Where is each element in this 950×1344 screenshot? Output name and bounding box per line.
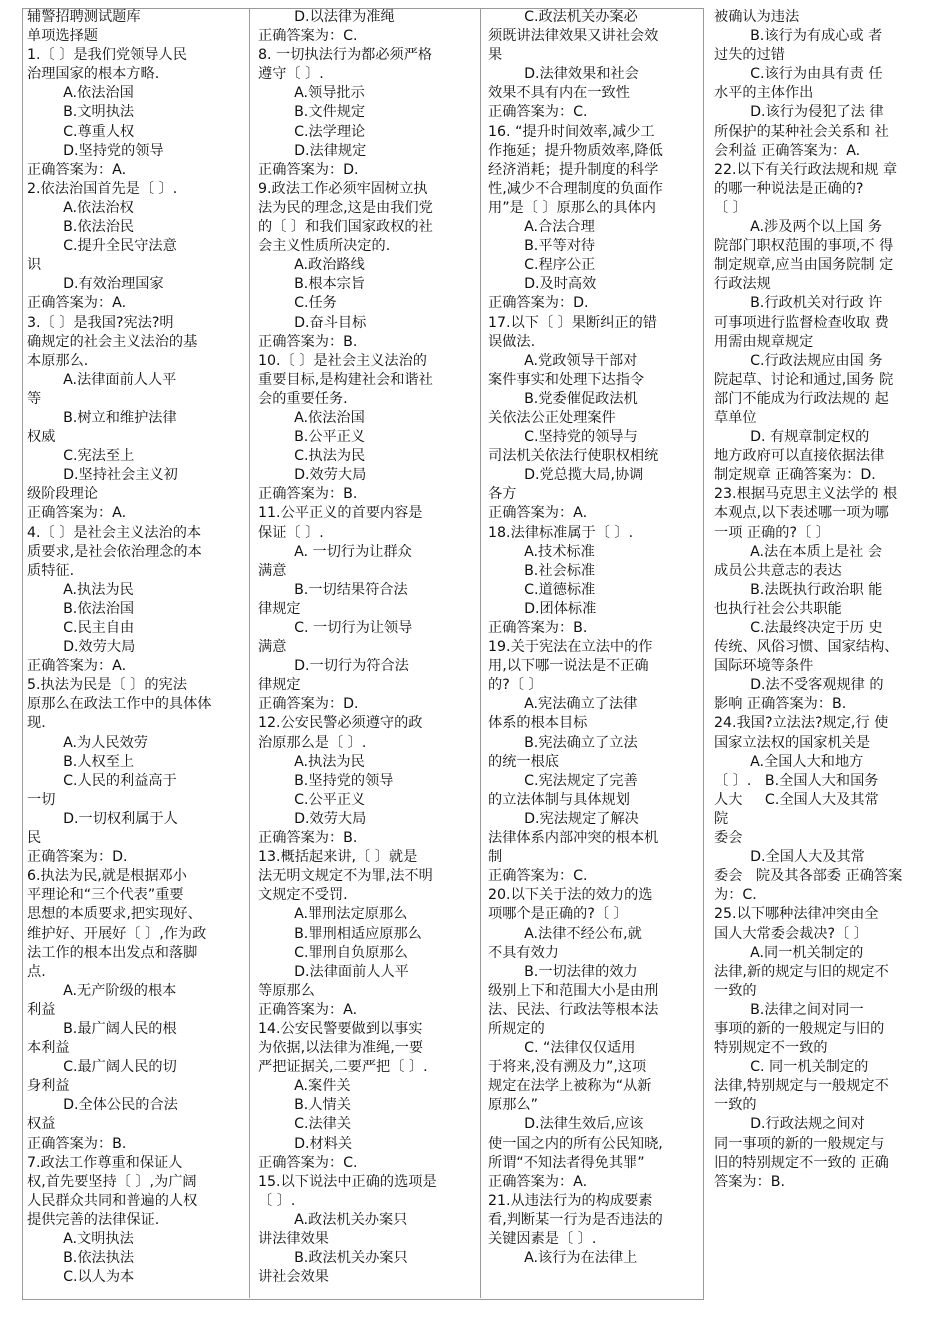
text-line: 点. — [27, 963, 46, 980]
text-line: C.该行为由具有责 任 — [714, 66, 883, 83]
text-line: 果 — [488, 47, 503, 64]
text-line: D.有效治理国家 — [27, 276, 164, 293]
text-line: 国家立法权的国家机关是 — [714, 734, 871, 751]
text-line: A. 一切行为让群众 — [258, 543, 412, 560]
text-line: 本观点,以下表述哪一项为哪 — [714, 505, 889, 522]
text-line: 律规定 — [258, 677, 301, 694]
text-line: 正确答案为：D. — [27, 849, 128, 866]
column-1 — [27, 8, 249, 1287]
text-line: 国际环境等条件 — [714, 658, 814, 675]
text-line: 项哪个是正确的?〔 〕 — [488, 906, 628, 923]
text-line: 身利益 — [27, 1078, 70, 1095]
text-line: 正确答案为：C. — [258, 1154, 358, 1171]
text-line: 的统一根底 — [488, 753, 559, 770]
text-line: C.坚持党的领导与 — [488, 429, 638, 446]
text-line: 6.执法为民,就是根据邓小 — [27, 868, 187, 885]
text-line: B.平等对待 — [488, 238, 596, 255]
text-line: D.及时高效 — [488, 276, 597, 293]
text-line: 一项 正确的?〔 〕 — [714, 524, 830, 541]
text-line: 本原那么. — [27, 352, 89, 369]
text-line: B.宪法确立了立法 — [488, 734, 638, 751]
text-line: C.公平正义 — [258, 791, 366, 808]
text-line: A.法律面前人人平 — [27, 371, 177, 388]
text-line: 所保护的某种社会关系和 社 — [714, 123, 889, 140]
text-line: A.文明执法 — [27, 1231, 134, 1247]
text-line: 治原那么是〔 〕. — [258, 734, 367, 751]
text-line: 16. “提升时间效率,减少工 — [488, 123, 655, 140]
text-line: 用需由规章规定 — [714, 333, 814, 350]
text-line: 满意 — [258, 562, 287, 579]
text-line: 满意 — [258, 639, 287, 656]
text-line: 旧的特别规定不一致的 正确 — [714, 1154, 889, 1171]
text-line: 正确答案为：A. — [27, 161, 127, 178]
text-line: 法无明文规定不为罪,法不明 — [258, 868, 433, 885]
text-line: C.道德标准 — [488, 581, 596, 598]
text-line: 关键因素是〔 〕. — [488, 1231, 597, 1247]
text-line: A.罪刑法定原那么 — [258, 906, 408, 923]
text-line: 被确认为违法 — [714, 9, 800, 25]
text-line: 法律,特别规定与一般规定不 — [714, 1078, 889, 1095]
text-line: 传统、风俗习惯、国家结构、 — [714, 639, 899, 656]
text-line: 规定在法学上被称为“从新 — [488, 1078, 652, 1095]
text-line: C.执法为民 — [258, 448, 366, 465]
text-line: 22.以下有关行政法规和规 章 — [714, 161, 898, 178]
text-line: 7.政法工作尊重和保证人 — [27, 1154, 183, 1171]
text-line: 权益 — [27, 1116, 56, 1133]
text-line: 14.公安民警要做到以事实 — [258, 1020, 423, 1037]
text-line: C.法律关 — [258, 1116, 352, 1133]
text-line: A.法律不经公布,就 — [488, 925, 642, 942]
text-line: C.人民的利益高于 — [27, 772, 177, 789]
text-line: 正确答案为：C. — [488, 104, 588, 121]
text-line: 24.我国?立法法?规定,行 使 — [714, 715, 889, 732]
text-line: 3.〔 〕是我国?宪法?明 — [27, 314, 174, 331]
text-line: 使一国之内的所有公民知晓, — [488, 1135, 663, 1152]
text-line: C.以人为本 — [27, 1269, 135, 1286]
text-line: 制定规章,应当由国务院制 定 — [714, 257, 894, 274]
column-4 — [714, 8, 938, 1192]
text-line: 17.以下〔 〕果断纠正的错 — [488, 314, 657, 331]
text-line: 4.〔 〕是社会主义法治的本 — [27, 524, 202, 541]
text-line: C. 同一机关制定的 — [714, 1059, 869, 1076]
text-line: 体系的根本目标 — [488, 715, 588, 732]
text-line: D.坚持社会主义初 — [27, 467, 178, 484]
text-line: D.法不受客观规律 的 — [714, 677, 884, 694]
text-line: A.执法为民 — [27, 581, 134, 598]
text-line: 原那么” — [488, 1097, 538, 1114]
text-line: 成员公共意志的表达 — [714, 562, 842, 579]
text-line: D.效劳大局 — [27, 639, 136, 656]
text-line: B.一切结果符合法 — [258, 581, 408, 598]
text-line: 治理国家的根本方略. — [27, 66, 160, 83]
text-line: 所谓“不知法者得免其罪” — [488, 1154, 645, 1171]
text-line: B.一切法律的效力 — [488, 963, 638, 980]
text-line: D. 有规章制定权的 — [714, 429, 870, 446]
text-line: 提供完善的法律保证. — [27, 1211, 160, 1228]
text-line: 思想的本质要求,把实现好、 — [27, 906, 202, 923]
text-line: D.全体公民的合法 — [27, 1097, 178, 1114]
text-line: 13.概括起来讲,〔 〕就是 — [258, 849, 418, 866]
column-divider — [480, 8, 481, 1298]
text-line: 法律,新的规定与旧的规定不 — [714, 963, 889, 980]
text-line: D.效劳大局 — [258, 810, 367, 827]
text-line: 8. 一切执法行为都必须严格 — [258, 47, 433, 64]
text-line: A.技术标准 — [488, 543, 595, 560]
text-line: 2.依法治国首先是〔 〕. — [27, 180, 178, 197]
text-line: 质特征. — [27, 562, 75, 579]
text-line: B.文件规定 — [258, 104, 366, 121]
text-line: B.法既执行政治职 能 — [714, 581, 883, 598]
text-line: 误做法. — [488, 333, 536, 350]
text-line: 正确答案为：D. — [258, 161, 359, 178]
column-divider — [249, 8, 250, 1298]
text-line: B.人权至上 — [27, 753, 135, 770]
text-line: D.一切权利属于人 — [27, 810, 178, 827]
text-line: 讲法律效果 — [258, 1231, 329, 1247]
text-line: D.坚持党的领导 — [27, 142, 164, 159]
text-line: 国人大常委会裁决?〔 〕 — [714, 925, 868, 942]
text-line: 正确答案为：B. — [258, 333, 358, 350]
text-line: 一致的 — [714, 982, 757, 999]
text-line: 也执行社会公共职能 — [714, 600, 842, 617]
text-line: 制 — [488, 849, 503, 866]
text-line: 正确答案为：D. — [488, 295, 589, 312]
text-line: 一致的 — [714, 1097, 757, 1114]
text-line: 25.以下哪种法律冲突由全 — [714, 906, 879, 923]
text-line: A.政法机关办案只 — [258, 1211, 408, 1228]
text-line: B.法律之间对同一 — [714, 1001, 864, 1018]
text-line: 平理论和“三个代表”重要 — [27, 887, 184, 904]
text-line: B.党委催促政法机 — [488, 390, 638, 407]
text-line: A.法在本质上是社 会 — [714, 543, 883, 560]
text-line: 等原那么 — [258, 982, 315, 999]
text-line: D.行政法规之间对 — [714, 1116, 865, 1133]
text-line: 各方 — [488, 486, 517, 503]
text-line: C.程序公正 — [488, 257, 596, 274]
text-line: 确规定的社会主义法治的基 — [27, 333, 198, 350]
text-line: B.公平正义 — [258, 429, 366, 446]
text-line: 〔 〕 — [714, 199, 747, 216]
text-line: 的〔 〕和我们国家政权的社 — [258, 219, 433, 236]
text-line: 正确答案为：C. — [258, 28, 358, 45]
text-line: C.民主自由 — [27, 620, 135, 636]
text-line: B.依法治民 — [27, 219, 135, 236]
text-line: A.宪法确立了法律 — [488, 696, 638, 713]
text-line: 20.以下关于法的效力的选 — [488, 887, 653, 904]
text-line: 18.法律标准属于〔 〕. — [488, 524, 634, 541]
text-line: 正确答案为：A. — [27, 658, 127, 675]
text-line: B.树立和维护法律 — [27, 409, 177, 426]
text-line: D.法律效果和社会 — [488, 66, 639, 83]
text-line: 地方政府可以直接依据法律 — [714, 448, 885, 465]
text-line: D.团体标准 — [488, 600, 597, 617]
text-line: 正确答案为：B. — [27, 1135, 127, 1152]
text-line: D.党总揽大局,协调 — [488, 467, 644, 484]
text-line: 草单位 — [714, 409, 757, 426]
text-line: D.以法律为准绳 — [258, 9, 395, 25]
text-line: 用,以下哪一说法是不正确 — [488, 658, 649, 675]
text-line: 同一事项的新的一般规定与 — [714, 1135, 885, 1152]
text-line: D.奋斗目标 — [258, 314, 367, 331]
text-line: 案件事实和处理下达指令 — [488, 371, 645, 388]
text-line: 讲社会效果 — [258, 1269, 329, 1286]
text-line: 制定规章 正确答案为：D. — [714, 467, 876, 484]
text-line: A.党政领导干部对 — [488, 352, 638, 369]
text-line: 12.公安民警必须遵守的政 — [258, 715, 423, 732]
text-line: 的哪一种说法是正确的? — [714, 180, 864, 197]
text-line: B.文明执法 — [27, 104, 135, 121]
text-line: 水平的主体作出 — [714, 85, 814, 102]
text-line: 特别规定不一致的 — [714, 1040, 828, 1057]
text-line: 委会 — [714, 830, 743, 847]
text-line: 所规定的 — [488, 1020, 545, 1037]
text-line: C. “法律仅仅适用 — [488, 1040, 636, 1057]
text-line: A.领导批示 — [258, 85, 365, 102]
text-line: 可事项进行监督检查收取 费 — [714, 314, 889, 331]
text-line: A.执法为民 — [258, 753, 365, 770]
text-line: 关依法公正处理案件 — [488, 409, 616, 426]
text-line: 用”是〔 〕原那么的具体内 — [488, 199, 656, 216]
text-line: C.法学理论 — [258, 123, 366, 140]
text-line: D.该行为侵犯了法 律 — [714, 104, 884, 121]
text-line: 效果不具有内在一致性 — [488, 85, 630, 102]
text-line: 正确答案为：A. — [27, 505, 127, 522]
text-line: A.依法治国 — [27, 85, 134, 102]
text-line: 19.关于宪法在立法中的作 — [488, 639, 653, 656]
text-line: C.宪法至上 — [27, 448, 135, 465]
text-line: 1.〔 〕是我们党领导人民 — [27, 47, 187, 64]
text-line: B.依法执法 — [27, 1250, 135, 1267]
text-line: A.依法治国 — [258, 409, 365, 426]
text-line: A.依法治权 — [27, 199, 134, 216]
text-line: 事项的新的一般规定与旧的 — [714, 1020, 885, 1037]
text-line: B.该行为有成心或 者 — [714, 28, 883, 45]
text-line: 辅警招聘测试题库 — [27, 9, 141, 25]
text-line: 正确答案为：C. — [488, 868, 588, 885]
text-line: A.为人民效劳 — [27, 734, 148, 751]
text-line: D.宪法规定了解决 — [488, 810, 639, 827]
text-line: 部门不能成为行政法规的 起 — [714, 390, 889, 407]
text-line: 民 — [27, 830, 42, 847]
text-line: D.法律规定 — [258, 142, 367, 159]
text-line: D.法律面前人人平 — [258, 963, 409, 980]
text-line: 司法机关依法行使职权相统 — [488, 448, 659, 465]
text-line: D.效劳大局 — [258, 467, 367, 484]
text-line: D.法律生效后,应该 — [488, 1116, 644, 1133]
text-line: C.罪刑自负原那么 — [258, 944, 408, 961]
text-line: B.罪刑相适应原那么 — [258, 925, 422, 942]
document-page — [22, 8, 940, 1308]
text-line: B.行政机关对行政 许 — [714, 295, 883, 312]
text-line: 15.以下说法中正确的选项是 — [258, 1173, 437, 1190]
text-line: 正确答案为：A. — [488, 1173, 588, 1190]
text-line: 不具有效力 — [488, 944, 559, 961]
text-line: 现. — [27, 715, 46, 732]
text-line: 会利益 正确答案为：A. — [714, 142, 861, 159]
text-line: C.尊重人权 — [27, 123, 135, 140]
text-line: A.涉及两个以上国 务 — [714, 219, 883, 236]
text-line: 法律体系内部冲突的根本机 — [488, 830, 659, 847]
text-line: 行政法规 — [714, 276, 771, 293]
text-line: 院部门职权范围的事项,不 得 — [714, 238, 894, 255]
text-line: 〔 〕. — [258, 1192, 296, 1209]
text-line: C.法最终决定于历 史 — [714, 620, 883, 636]
text-line: B.坚持党的领导 — [258, 772, 394, 789]
text-line: 重要目标,是构建社会和谐社 — [258, 371, 433, 388]
text-line: 的?〔 〕 — [488, 677, 543, 694]
text-line: 影响 正确答案为：B. — [714, 696, 847, 713]
text-line: A.合法合理 — [488, 219, 595, 236]
text-line: A.政治路线 — [258, 257, 365, 274]
text-line: C.任务 — [258, 295, 337, 312]
text-line: 院 — [714, 810, 729, 827]
text-line: A.案件关 — [258, 1078, 351, 1095]
text-line: 为：C. — [714, 887, 757, 904]
text-line: A.全国人大和地方 — [714, 753, 864, 770]
text-line: 看,判断某一行为是否违法的 — [488, 1211, 663, 1228]
text-line: 正确答案为：B. — [488, 620, 588, 636]
text-line: B.根本宗旨 — [258, 276, 366, 293]
text-line: 正确答案为：B. — [258, 830, 358, 847]
text-line: B.最广阔人民的根 — [27, 1020, 177, 1037]
text-line: B.人情关 — [258, 1097, 351, 1114]
text-line: C.行政法规应由国 务 — [714, 352, 883, 369]
column-2 — [258, 8, 480, 1287]
text-line: 正确答案为：A. — [27, 295, 127, 312]
text-line: 须既讲法律效果又讲社会效 — [488, 28, 659, 45]
text-line: 正确答案为：D. — [258, 696, 359, 713]
text-line: C. 一切行为让领导 — [258, 620, 413, 636]
text-line: 的立法体制与具体规划 — [488, 791, 630, 808]
text-line: B.社会标准 — [488, 562, 596, 579]
text-line: 会的重要任务. — [258, 390, 348, 407]
text-line: 委会 院及其各部委 正确答案 — [714, 868, 903, 885]
text-line: 严把证据关,二要严把〔 〕. — [258, 1059, 428, 1076]
text-line: 级阶段理论 — [27, 486, 98, 503]
text-line: 律规定 — [258, 600, 301, 617]
text-line: 经济消耗；提升制度的科学 — [488, 161, 659, 178]
text-line: 利益 — [27, 1001, 56, 1018]
text-line: 正确答案为：A. — [258, 1001, 358, 1018]
text-line: 于将来,没有溯及力”,这项 — [488, 1059, 647, 1076]
text-line: A.同一机关制定的 — [714, 944, 864, 961]
text-line: 院起草、讨论和通过,国务 院 — [714, 371, 894, 388]
text-line: 人民群众共同和普遍的人权 — [27, 1192, 198, 1209]
text-line: 23.根据马克思主义法学的 根 — [714, 486, 898, 503]
text-line: C.宪法规定了完善 — [488, 772, 638, 789]
text-line: 9.政法工作必须牢固树立执 — [258, 180, 428, 197]
text-line: 本利益 — [27, 1040, 70, 1057]
text-line: 权威 — [27, 429, 56, 446]
text-line: 识 — [27, 257, 42, 274]
text-line: 作拖延；提升物质效率,降低 — [488, 142, 663, 159]
text-line: 正确答案为：A. — [488, 505, 588, 522]
text-line: 10.〔 〕是社会主义法治的 — [258, 352, 427, 369]
text-line: 单项选择题 — [27, 28, 98, 45]
text-line: 遵守〔 〕. — [258, 66, 324, 83]
text-line: 过失的过错 — [714, 47, 785, 64]
text-line: 会主义性质所决定的. — [258, 238, 391, 255]
text-line: D.全国人大及其常 — [714, 849, 865, 866]
text-line: 21.从违法行为的构成要素 — [488, 1192, 653, 1209]
text-line: 5.执法为民是〔 〕的宪法 — [27, 677, 187, 694]
text-line: 原那么在政法工作中的具体体 — [27, 696, 212, 713]
text-line: C.最广阔人民的切 — [27, 1059, 177, 1076]
text-line: 答案为：B. — [714, 1173, 785, 1190]
text-line: 法、民法、行政法等根本法 — [488, 1001, 659, 1018]
text-line: 人大 C.全国人大及其常 — [714, 791, 879, 808]
text-line: D.一切行为符合法 — [258, 658, 409, 675]
text-line: C.政法机关办案必 — [488, 9, 638, 25]
column-3 — [488, 8, 702, 1268]
text-line: B.依法治国 — [27, 600, 135, 617]
text-line: 〔 〕. B.全国人大和国务 — [714, 772, 879, 789]
text-line: A.该行为在法律上 — [488, 1250, 638, 1267]
text-line: 等 — [27, 390, 42, 407]
text-line: 11.公平正义的首要内容是 — [258, 505, 423, 522]
text-line: D.材料关 — [258, 1135, 353, 1152]
text-line: 级别上下和范围大小是由刑 — [488, 982, 659, 999]
text-line: 法工作的根本出发点和落脚 — [27, 944, 198, 961]
text-line: 为依据,以法律为准绳,一要 — [258, 1040, 424, 1057]
text-line: 保证〔 〕. — [258, 524, 324, 541]
text-line: C.提升全民守法意 — [27, 238, 177, 255]
text-line: 质要求,是社会依治理念的本 — [27, 543, 202, 560]
text-line: 权,首先要坚持〔 〕,为广阔 — [27, 1173, 197, 1190]
text-line: 法为民的理念,这是由我们党 — [258, 199, 433, 216]
text-line: 文规定不受罚. — [258, 887, 348, 904]
text-line: 性,减少不合理制度的负面作 — [488, 180, 663, 197]
text-line: A.无产阶级的根本 — [27, 982, 177, 999]
text-line: 一切 — [27, 791, 56, 808]
text-line: 正确答案为：B. — [258, 486, 358, 503]
text-line: B.政法机关办案只 — [258, 1250, 408, 1267]
text-line: 维护好、开展好〔 〕,作为政 — [27, 925, 207, 942]
